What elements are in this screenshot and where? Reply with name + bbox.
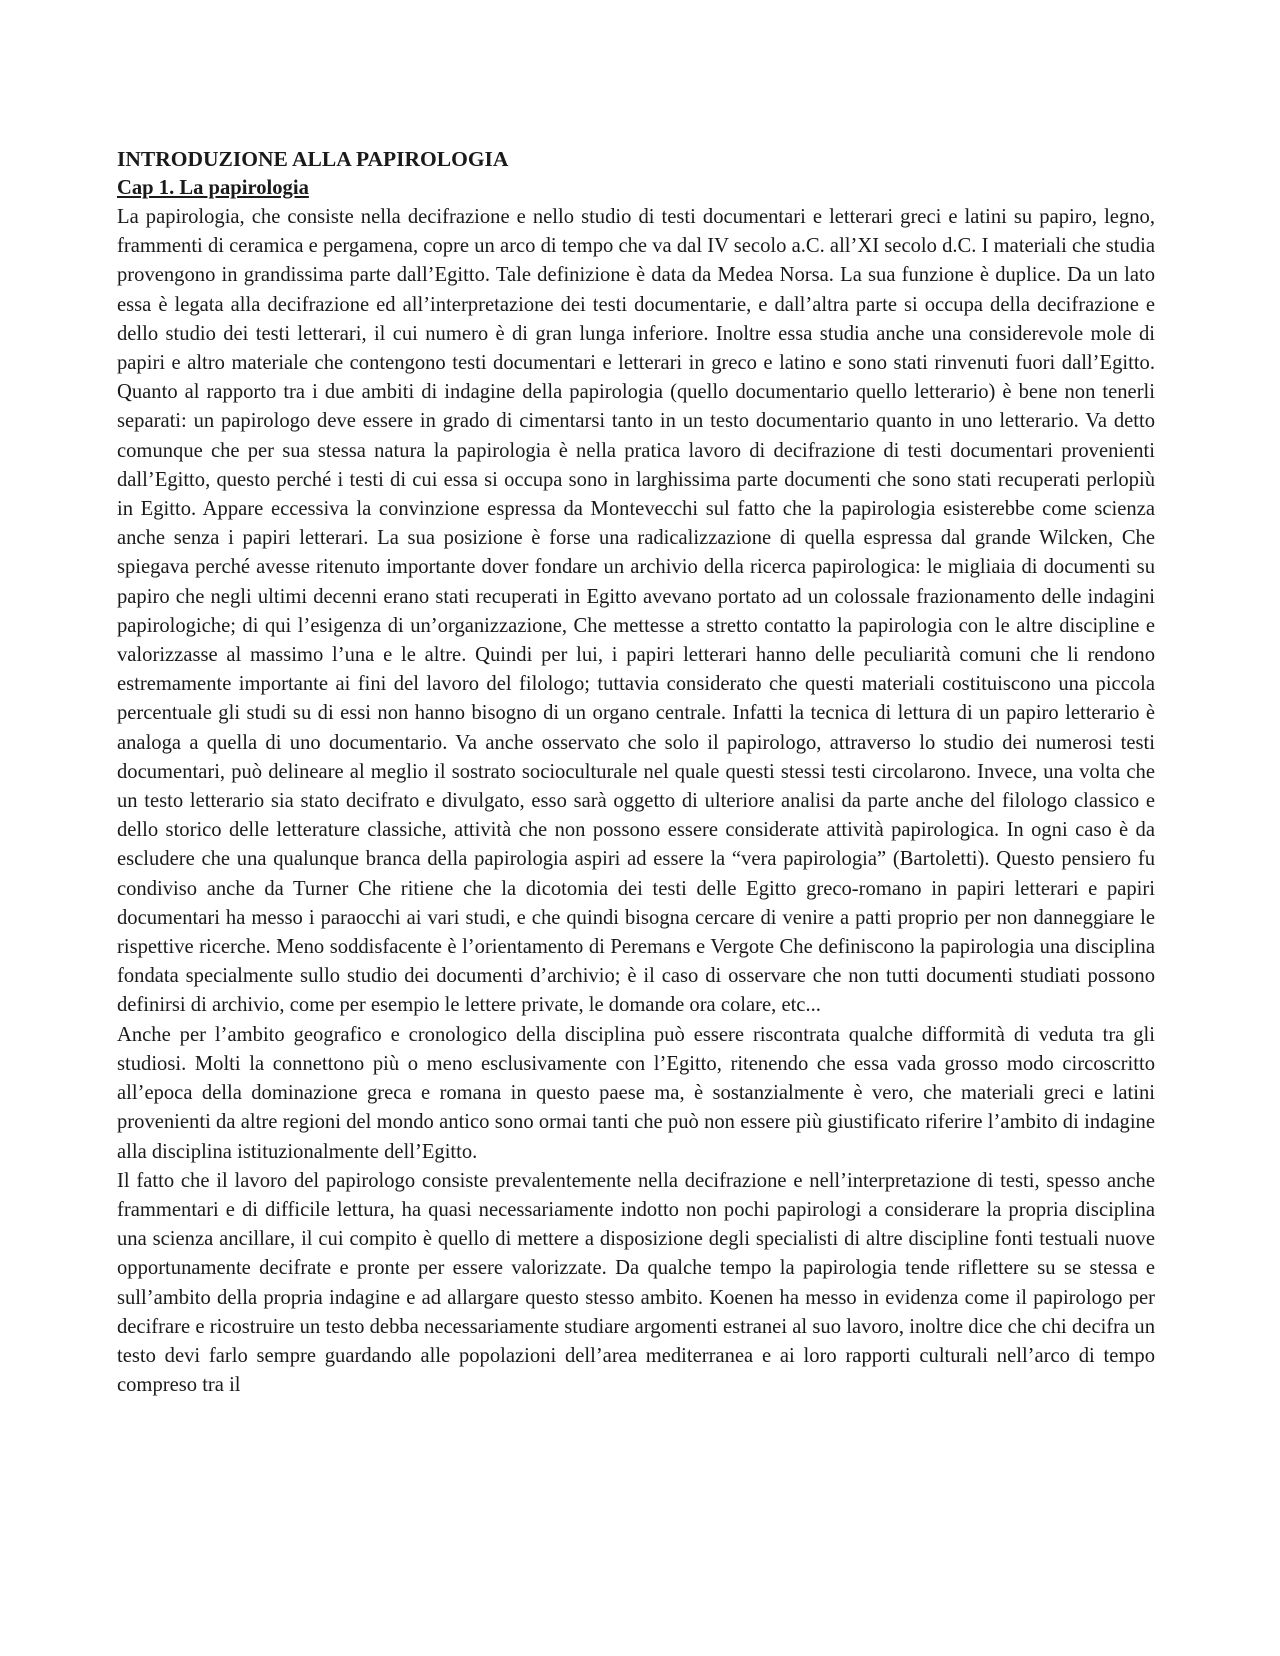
paragraph-3: Il fatto che il lavoro del papirologo consiste prevalentemente nella decifrazione e nell’interpretazione di testi, spesso anche frammentari e di difficile lettura, ha quasi necessariamente indotto non pochi papirologi a considerare la propria disciplina una scienza ancillare, il cui compito è quello di mettere a disposizione degli specialisti di altre discipline fonti testuali nuove opportunamente decifrate e pronte per essere valorizzate. Da qualche tempo la papirologia tende riflettere su se stessa e sull’ambito della propria indagine e ad allargare questo stesso ambito. Koenen ha messo in evidenza come il papirologo per decifrare e ricostruire un testo debba necessariamente studiare argomenti estranei al suo lavoro, inoltre dice che chi decifra un testo devi farlo sempre guardando alle popolazioni dell’area mediterranea e ai loro rapporti culturali nell’arco di tempo compreso tra il — [117, 1169, 1155, 1397]
chapter-heading: Cap 1. La papirologia — [117, 177, 309, 199]
paragraph-1: La papirologia, che consiste nella decifrazione e nello studio di testi documentari e letterari greci e latini su papiro, legno, frammenti di ceramica e pergamena, copre un arco di tempo che va dal IV secolo a.C. all’XI secolo d.C. I materiali che studia provengono in grandissima parte dall’Egitto. Tale definizione è data da Medea Norsa. La sua funzione è duplice. Da un lato essa è legata alla decifrazione ed all’interpretazione dei testi documentarie, e dall’altra parte si occupa della decifrazione e dello studio dei testi letterari, il cui numero è di gran lunga inferiore. Inoltre essa studia anche una considerevole mole di papiri e altro materiale che contengono testi documentari e letterari in greco e latino e sono stati rinvenuti fuori dall’Egitto. Quanto al rapporto tra i due ambiti di indagine della papirologia (quello documentario quello letterario) è bene non tenerli separati: un papirologo deve essere in grado di cimentarsi tanto in un testo documentario quanto in uno letterario. Va detto comunque che per sua stessa natura la papirologia è nella pratica lavoro di decifrazione di testi documentari provenienti dall’Egitto, questo perché i testi di cui essa si occupa sono in larghissima parte documenti che sono stati recuperati perlopiù in Egitto. Appare eccessiva la convinzione espressa da Montevecchi sul fatto che la papirologia esisterebbe come scienza anche senza i papiri letterari. La sua posizione è forse una radicalizzazione di quella espressa dal grande Wilcken, Che spiegava perché avesse ritenuto importante dover fondare un archivio della ricerca papirologica: le migliaia di documenti su papiro che negli ultimi decenni erano stati recuperati in Egitto avevano portato ad un colossale frazionamento delle indagini papirologiche; di qui l’esigenza di un’organizzazione, Che mettesse a stretto contatto la papirologia con le altre discipline e valorizzasse al massimo l’una e le altre. Quindi per lui, i papiri letterari hanno delle peculiarità comuni che li rendono estremamente importante ai fini del lavoro del filologo; tuttavia considerato che questi materiali costituiscono una piccola percentuale gli studi su di essi non hanno bisogno di un organo centrale. Infatti la tecnica di lettura di un papiro letterario è analoga a quella di uno documentario. Va anche osservato che solo il papirologo, attraverso lo studio dei numerosi testi documentari, può delineare al meglio il sostrato socioculturale nel quale questi stessi testi circolarono. Invece, una volta che un testo letterario sia stato decifrato e divulgato, esso sarà oggetto di ulteriore analisi da parte anche del filologo classico e dello storico delle letterature classiche, attività che non possono essere considerate attività papirologica. In ogni caso è da escludere che una qualunque branca della papirologia aspiri ad essere la “vera papirologia” (Bartoletti). Questo pensiero fu condiviso anche da Turner Che ritiene che la dicotomia dei testi delle Egitto greco-romano in papiri letterari e papiri documentari ha messo i paraocchi ai vari studi, e che quindi bisogna cercare di venire a patti proprio per non danneggiare le rispettive ricerche. Meno soddisfacente è l’orientamento di Peremans e Vergote Che definiscono la papirologia una disciplina fondata specialmente sullo studio dei documenti d’archivio; è il caso di osservare che non tutti documenti studiati possono definirsi di archivio, come per esempio le lettere private, le domande ora colare, etc... — [117, 206, 1155, 1017]
document-title: INTRODUZIONE ALLA PAPIROLOGIA — [117, 147, 509, 171]
paragraph-2: Anche per l’ambito geografico e cronologico della disciplina può essere riscontrata qualche difformità di veduta tra gli studiosi. Molti la connettono più o meno esclusivamente con l’Egitto, ritenendo che essa vada grosso modo circoscritto all’epoca della dominazione greca e romana in questo paese ma, è sostanzialmente è vero, che materiali greci e latini provenienti da altre regioni del mondo antico sono ormai tanti che può non essere più giustificato riferire l’ambito di indagine alla disciplina istituzionalmente dell’Egitto. — [117, 1023, 1155, 1163]
document-page — [117, 145, 1155, 1400]
